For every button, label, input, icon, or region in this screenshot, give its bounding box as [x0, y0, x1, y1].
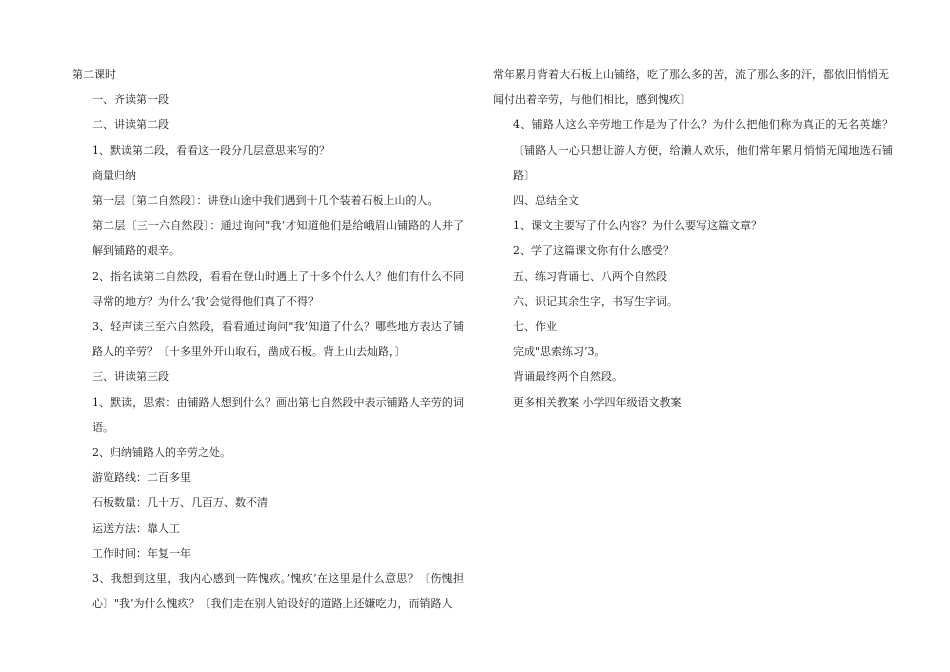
review-question-2: 2、学了这篇课文你有什么感受？: [513, 244, 674, 258]
section-heading-1: 一、齐读第一段: [92, 93, 169, 107]
section-heading-7: 七、作业: [513, 320, 557, 334]
discuss-label: 商量归纳: [92, 168, 136, 182]
homework-2: 背诵最终两个自然段。: [513, 370, 623, 384]
layer-1: 第一层〔第二自然段〕：讲登山途中我们遇到十几个装着石板上山的人。: [92, 194, 439, 208]
worktime-item: 工作时间：年复一年: [92, 546, 191, 560]
section-heading-3: 三、讲读第三段: [92, 370, 169, 384]
question-2: 2、指名读第二自然段，看看在登山时遇上了十多个什么人？他们有什么不同寻常的地方？为什么’我’会觉得他们真了不得？: [92, 269, 464, 308]
question-3: 3、轻声读三至六自然段，看看通过询问"我’知道了什么？哪些地方表达了铺路人的辛劳？〔十多里外开山取石，凿成石板。背上山去灿路，〕: [92, 320, 464, 359]
lesson-title: 第二课时: [72, 68, 116, 81]
section-heading-4: 四、总结全文: [513, 194, 579, 208]
layer-2: 第二层〔三一六自然段〕：通过询问"我’才知道他们是给峨眉山铺路的人并了解到铺路的艰辛。: [92, 219, 464, 258]
question-4: 1、默读，思索：由铺路人想到什么？画出第七自然段中表示铺路人辛劳的词语。: [92, 395, 464, 434]
continued-text: 常年累月背着大石板上山铺络，吃了那么多的苦，流了那么多的汗，都依旧悄悄无闻付出着辛劳，与他们相比，感到愧疚〕: [493, 68, 889, 107]
section-heading-5: 五、练习背诵七、八两个自然段: [513, 269, 667, 283]
question-1: 1、默读第二段，看看这一段分几层意思来写的？: [92, 143, 330, 157]
section-heading-2: 二、讲读第二段: [92, 118, 169, 132]
question-7: 4、铺路人这么辛劳地工作是为了什么？为什么把他们称为真正的无名英雄？〔铺路人一心只想让游人方便，给濑人欢乐，他们常年累月悄悄无闻地选石铺路〕: [513, 118, 893, 182]
more-lessons-link[interactable]: 更多相关教案 小学四年级语文教案: [513, 395, 682, 409]
route-item: 游览路线：二百多里: [92, 471, 191, 485]
stones-item: 石板数量：几十万、几百万、数不清: [92, 496, 268, 510]
homework-1: 完成"思索练习’3。: [513, 345, 606, 359]
question-5: 2、归纳铺路人的辛劳之处。: [92, 446, 231, 460]
transport-item: 运送方法：靠人工: [92, 521, 180, 535]
right-column: [493, 62, 893, 415]
section-heading-6: 六、识记其余生字，书写生字词。: [513, 294, 678, 308]
question-6: 3、我想到这里，我内心感到一阵愧疚。’愧疚’在这里是什么意思？〔伤愧担心〕"我’为什么愧疚？〔我们走在别人铂设好的道路上还嫌吃力，而销路人: [92, 572, 464, 611]
review-question-1: 1、课文主要写了什么内容？为什么要写这篇文章？: [513, 219, 762, 233]
left-column: [72, 62, 464, 616]
